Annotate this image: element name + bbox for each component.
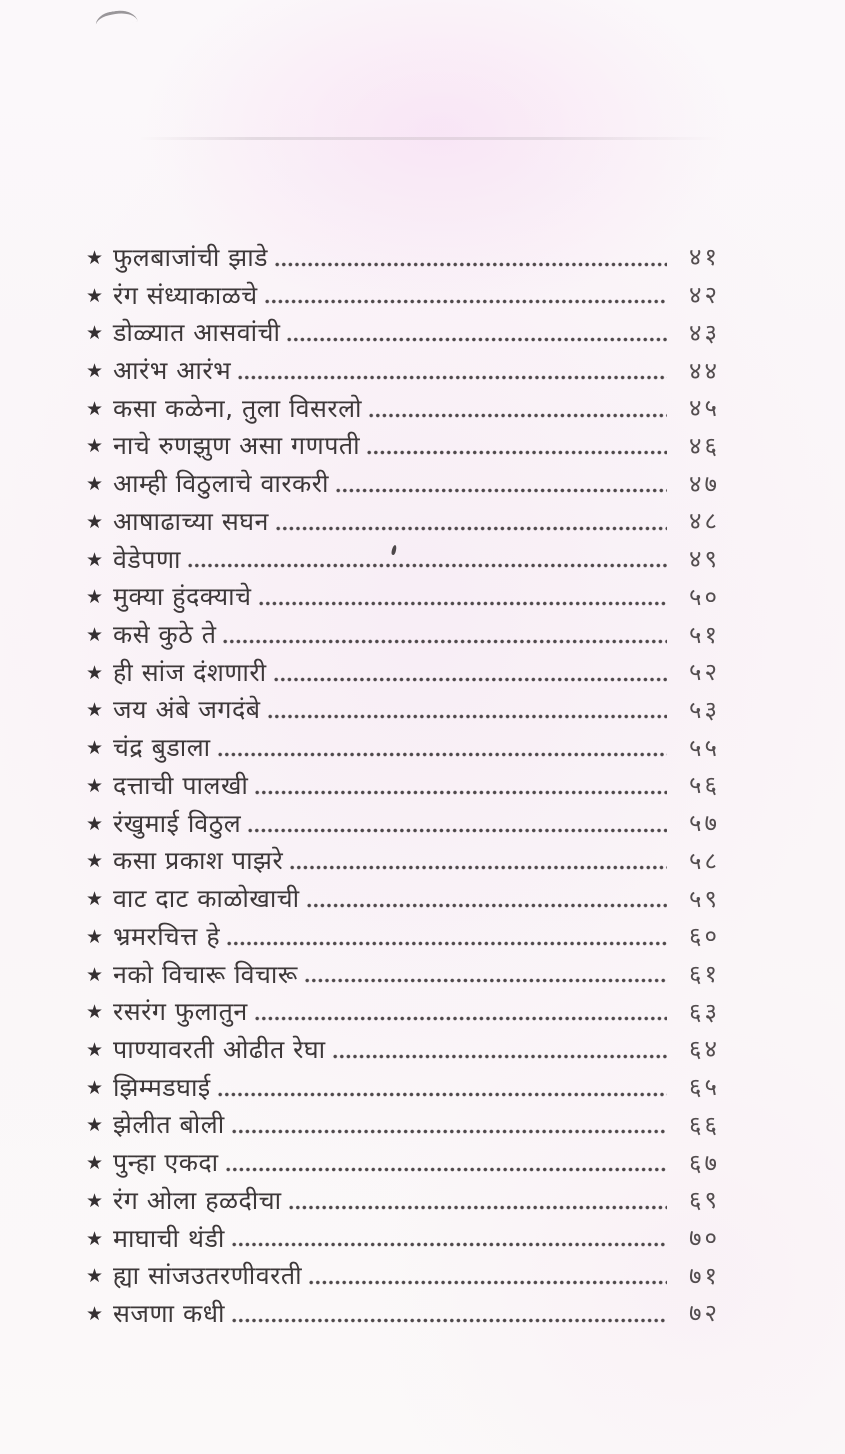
toc-entry-title: मुक्या हुंदक्याचे bbox=[113, 582, 252, 612]
toc-entry-row bbox=[86, 577, 720, 615]
toc-entry-page: ४९ bbox=[689, 545, 720, 574]
toc-entry-row bbox=[86, 728, 720, 766]
dotted-leader bbox=[227, 941, 667, 946]
dotted-leader bbox=[369, 413, 667, 418]
toc-entry-page: ५९ bbox=[689, 884, 720, 913]
toc-entry-title: रसरंग फुलातुन bbox=[113, 997, 248, 1027]
star-icon: ★ bbox=[86, 624, 104, 647]
dotted-leader bbox=[287, 337, 667, 342]
star-icon: ★ bbox=[86, 1302, 104, 1325]
toc-entry-row bbox=[86, 276, 720, 314]
dotted-leader bbox=[218, 752, 667, 757]
dotted-leader bbox=[290, 865, 667, 870]
dotted-leader bbox=[289, 1205, 667, 1210]
toc-entry-title: पाण्यावरती ओढीत रेघा bbox=[113, 1034, 326, 1064]
toc-entry-row bbox=[86, 351, 720, 389]
star-icon: ★ bbox=[86, 397, 104, 420]
toc-entry-row bbox=[86, 1219, 720, 1257]
star-icon: ★ bbox=[86, 1114, 104, 1137]
toc-entry-title: आम्ही विठुलाचे वारकरी bbox=[113, 469, 329, 499]
dotted-leader bbox=[309, 1280, 667, 1285]
toc-entry-page: ४४ bbox=[689, 356, 720, 385]
dotted-leader bbox=[218, 1092, 667, 1097]
scan-artifact-streak bbox=[140, 137, 720, 140]
star-icon: ★ bbox=[86, 1076, 104, 1099]
toc-entry-page: ५७ bbox=[689, 809, 720, 838]
toc-entry-row bbox=[86, 653, 720, 691]
toc-entry-title: झिम्मडघाई bbox=[113, 1072, 211, 1102]
star-icon: ★ bbox=[86, 737, 104, 760]
toc-entry-title: नको विचारू विचारू bbox=[113, 959, 298, 989]
toc-entry-title: रंखुमाई विठुल bbox=[113, 808, 242, 838]
dotted-leader bbox=[305, 978, 667, 983]
toc-entry-title: वेडेपणा bbox=[113, 544, 182, 574]
dotted-leader bbox=[248, 828, 667, 833]
toc-entry-row bbox=[86, 238, 720, 276]
toc-entry-page: ५८ bbox=[689, 846, 720, 875]
star-icon: ★ bbox=[86, 322, 104, 345]
dotted-leader bbox=[367, 450, 667, 455]
toc-entry-page: ५५ bbox=[689, 733, 720, 762]
toc-entry-row bbox=[86, 1068, 720, 1106]
star-icon: ★ bbox=[86, 473, 104, 496]
toc-entry-title: कसे कुठे ते bbox=[113, 620, 217, 650]
toc-entry-title: पुन्हा एकदा bbox=[113, 1148, 219, 1178]
toc-entry-row bbox=[86, 1106, 720, 1144]
toc-entry-title: झेलीत बोली bbox=[113, 1110, 225, 1140]
dotted-leader bbox=[223, 639, 667, 644]
toc-entry-title: आरंभ आरंभ bbox=[113, 356, 232, 386]
toc-entry-row bbox=[86, 1143, 720, 1181]
toc-entry-page: ५० bbox=[689, 582, 720, 611]
star-icon: ★ bbox=[86, 246, 104, 269]
toc-entry-title: जय अंबे जगदंबे bbox=[113, 695, 261, 725]
toc-entry-row bbox=[86, 766, 720, 804]
toc-entry-row bbox=[86, 615, 720, 653]
star-icon: ★ bbox=[86, 435, 104, 458]
dotted-leader bbox=[333, 1054, 667, 1059]
dotted-leader bbox=[232, 1129, 667, 1134]
toc-entry-page: ४३ bbox=[689, 318, 720, 347]
toc-entry-row bbox=[86, 1294, 720, 1332]
toc-entry-page: ४२ bbox=[689, 281, 720, 310]
toc-entry-page: ६७ bbox=[689, 1148, 720, 1177]
star-icon: ★ bbox=[86, 548, 104, 571]
dotted-leader bbox=[255, 790, 667, 795]
toc-entry-row bbox=[86, 464, 720, 502]
toc-entry-title: सजणा कधी bbox=[113, 1298, 225, 1328]
toc-entry-title: चंद्र बुडाला bbox=[113, 733, 211, 763]
dotted-leader bbox=[336, 488, 667, 493]
star-icon: ★ bbox=[86, 360, 104, 383]
toc-entry-row bbox=[86, 540, 720, 578]
star-icon: ★ bbox=[86, 812, 104, 835]
dotted-leader bbox=[255, 1016, 667, 1021]
dotted-leader bbox=[188, 563, 667, 568]
toc-list bbox=[86, 238, 720, 1332]
toc-entry-page: ४७ bbox=[689, 469, 720, 498]
toc-entry-page: ७० bbox=[689, 1224, 720, 1253]
toc-entry-title: भ्रमरचित्त हे bbox=[113, 921, 221, 951]
dotted-leader bbox=[275, 262, 667, 267]
toc-entry-page: ६१ bbox=[689, 960, 720, 989]
toc-entry-title: ही सांज दंशणारी bbox=[113, 657, 267, 687]
toc-entry-title: कसा प्रकाश पाझरे bbox=[113, 846, 284, 876]
dotted-leader bbox=[276, 526, 667, 531]
star-icon: ★ bbox=[86, 1152, 104, 1175]
dotted-leader bbox=[259, 601, 667, 606]
toc-entry-row bbox=[86, 879, 720, 917]
toc-entry-row bbox=[86, 389, 720, 427]
dotted-leader bbox=[238, 375, 667, 380]
toc-entry-row bbox=[86, 1181, 720, 1219]
toc-entry-page: ४५ bbox=[689, 394, 720, 423]
dotted-leader bbox=[307, 903, 667, 908]
toc-entry-title: कसा कळेना, तुला विसरलो bbox=[113, 393, 363, 423]
toc-entry-row bbox=[86, 313, 720, 351]
toc-entry-page: ७२ bbox=[689, 1299, 720, 1328]
toc-entry-page: ५६ bbox=[689, 771, 720, 800]
star-icon: ★ bbox=[86, 1001, 104, 1024]
star-icon: ★ bbox=[86, 510, 104, 533]
toc-entry-row bbox=[86, 992, 720, 1030]
star-icon: ★ bbox=[86, 586, 104, 609]
dotted-leader bbox=[265, 299, 667, 304]
toc-entry-page: ६३ bbox=[689, 997, 720, 1026]
star-icon: ★ bbox=[86, 1189, 104, 1212]
toc-entry-title: रंग संध्याकाळचे bbox=[113, 280, 258, 310]
toc-entry-page: ५१ bbox=[689, 620, 720, 649]
toc-entry-title: नाचे रुणझुण असा गणपती bbox=[113, 431, 361, 461]
toc-entry-row bbox=[86, 502, 720, 540]
toc-entry-row bbox=[86, 427, 720, 465]
star-icon: ★ bbox=[86, 1265, 104, 1288]
toc-entry-title: माघाची थंडी bbox=[113, 1223, 225, 1253]
dotted-leader bbox=[226, 1167, 667, 1172]
toc-entry-title: दत्ताची पालखी bbox=[113, 770, 249, 800]
star-icon: ★ bbox=[86, 888, 104, 911]
dotted-leader bbox=[232, 1242, 667, 1247]
toc-entry-page: ४६ bbox=[689, 431, 720, 460]
star-icon: ★ bbox=[86, 850, 104, 873]
toc-entry-page: ७१ bbox=[689, 1261, 720, 1290]
toc-entry-row bbox=[86, 955, 720, 993]
toc-entry-page: ६९ bbox=[689, 1186, 720, 1215]
star-icon: ★ bbox=[86, 1227, 104, 1250]
toc-entry-row bbox=[86, 804, 720, 842]
star-icon: ★ bbox=[86, 1038, 104, 1061]
scan-artifact-pen-curve bbox=[94, 8, 138, 28]
star-icon: ★ bbox=[86, 699, 104, 722]
toc-entry-title: ह्या सांजउतरणीवरती bbox=[113, 1261, 303, 1291]
toc-entry-page: ४१ bbox=[689, 243, 720, 272]
star-icon: ★ bbox=[86, 925, 104, 948]
dotted-leader bbox=[268, 714, 668, 719]
toc-entry-row bbox=[86, 1030, 720, 1068]
toc-entry-row bbox=[86, 691, 720, 729]
toc-entry-title: रंग ओला हळदीचा bbox=[113, 1185, 282, 1215]
star-icon: ★ bbox=[86, 284, 104, 307]
toc-entry-page: ५३ bbox=[689, 695, 720, 724]
toc-entry-page: ६५ bbox=[689, 1073, 720, 1102]
toc-entry-page: ६६ bbox=[689, 1110, 720, 1139]
toc-entry-page: ५२ bbox=[689, 658, 720, 687]
toc-entry-row bbox=[86, 842, 720, 880]
toc-entry-title: फुलबाजांची झाडे bbox=[113, 242, 269, 272]
toc-entry-title: आषाढाच्या सघन bbox=[113, 506, 269, 536]
star-icon: ★ bbox=[86, 661, 104, 684]
dotted-leader bbox=[274, 677, 667, 682]
dotted-leader bbox=[232, 1318, 667, 1323]
star-icon: ★ bbox=[86, 963, 104, 986]
toc-entry-page: ६४ bbox=[689, 1035, 720, 1064]
toc-entry-row bbox=[86, 1256, 720, 1294]
toc-entry-page: ६० bbox=[689, 922, 720, 951]
toc-entry-page: ४८ bbox=[689, 507, 720, 536]
toc-entry-row bbox=[86, 917, 720, 955]
toc-entry-title: वाट दाट काळोखाची bbox=[113, 884, 300, 914]
star-icon: ★ bbox=[86, 774, 104, 797]
toc-entry-title: डोळ्यात आसवांची bbox=[113, 318, 281, 348]
